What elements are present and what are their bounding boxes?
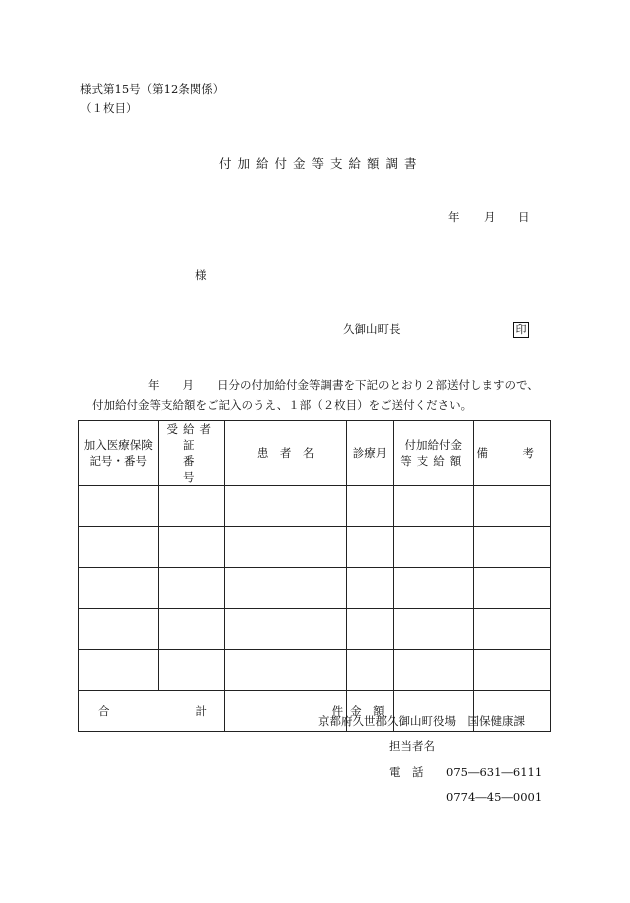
header-insurance-line2: 記号・番号 xyxy=(89,454,148,468)
cell-remarks[interactable] xyxy=(473,568,550,609)
total-label-right: 計 xyxy=(195,704,208,718)
cell-recipient[interactable] xyxy=(158,650,224,691)
header-benefit-line1: 付加給付金 xyxy=(404,438,463,452)
sender-name: 久御山町長 xyxy=(343,322,401,336)
header-recipient-line2: 番 号 xyxy=(183,454,233,484)
body-text-line1: 年 月 日分の付加給付金等調書を下記のとおり２部送付しますので、 xyxy=(148,378,539,392)
cell-recipient[interactable] xyxy=(158,527,224,568)
cell-patient[interactable] xyxy=(225,568,347,609)
cell-month[interactable] xyxy=(347,609,394,650)
cell-benefit[interactable] xyxy=(393,527,473,568)
total-label xyxy=(82,703,221,719)
table-row xyxy=(79,650,551,691)
document-title: 付加給付金等支給額調書 xyxy=(219,156,423,171)
cell-recipient[interactable] xyxy=(158,609,224,650)
phone-number-1: 075―631―6111 xyxy=(446,765,543,779)
cell-patient[interactable] xyxy=(225,527,347,568)
cell-month[interactable] xyxy=(347,527,394,568)
cell-insurance[interactable] xyxy=(79,486,159,527)
cell-patient[interactable] xyxy=(225,650,347,691)
body-text-line2: 付加給付金等支給額をご記入のうえ、１部（２枚目）をご送付ください。 xyxy=(92,398,473,412)
header-insurance-number xyxy=(79,421,159,486)
table-row xyxy=(79,568,551,609)
cell-insurance[interactable] xyxy=(79,527,159,568)
phone-label: 電 話 xyxy=(389,765,424,779)
header-month-line1: 診療月 xyxy=(352,446,388,460)
claims-table xyxy=(78,420,551,732)
form-number: 様式第15号（第12条関係） xyxy=(80,82,225,96)
header-patient-line1: 患 者 名 xyxy=(256,446,315,460)
count-unit: 件 xyxy=(331,704,344,718)
office-name: 京都府久世郡久御山町役場 国保健康課 xyxy=(318,714,525,728)
cell-remarks[interactable] xyxy=(473,650,550,691)
header-remarks-line1: 備 考 xyxy=(476,446,535,460)
cell-remarks[interactable] xyxy=(473,609,550,650)
table-row xyxy=(79,527,551,568)
cell-benefit[interactable] xyxy=(393,609,473,650)
phone-number-2: 0774―45―0001 xyxy=(446,790,543,804)
cell-insurance[interactable] xyxy=(79,568,159,609)
cell-recipient[interactable] xyxy=(158,568,224,609)
sheet-note: （１枚目） xyxy=(80,101,138,115)
cell-insurance[interactable] xyxy=(79,609,159,650)
table-row xyxy=(79,486,551,527)
header-recipient-line1: 受給者証 xyxy=(166,422,217,452)
header-recipient-number xyxy=(158,421,233,486)
person-in-charge-label: 担当者名 xyxy=(389,739,435,753)
amount-label: 金 額 xyxy=(350,704,385,718)
cell-insurance[interactable] xyxy=(79,650,159,691)
cell-benefit[interactable] xyxy=(393,486,473,527)
total-label-left: 合 xyxy=(98,704,110,718)
header-remarks xyxy=(473,421,550,486)
table-row xyxy=(79,609,551,650)
date-month: 月 xyxy=(484,210,496,224)
header-benefit-amount xyxy=(393,421,473,486)
cell-benefit[interactable] xyxy=(393,650,473,691)
cell-benefit[interactable] xyxy=(393,568,473,609)
cell-month[interactable] xyxy=(347,486,394,527)
cell-month[interactable] xyxy=(347,650,394,691)
date-year: 年 xyxy=(448,210,460,224)
cell-month[interactable] xyxy=(347,568,394,609)
addressee-suffix: 様 xyxy=(195,268,207,282)
cell-remarks[interactable] xyxy=(473,527,550,568)
header-insurance-line1: 加入医療保険 xyxy=(83,438,153,452)
header-benefit-line2: 等支給額 xyxy=(400,454,467,468)
header-patient-name xyxy=(225,421,347,486)
table-header-row xyxy=(79,421,551,486)
date-day: 日 xyxy=(518,210,530,224)
cell-patient[interactable] xyxy=(225,609,347,650)
cell-patient[interactable] xyxy=(225,486,347,527)
seal-mark: 印 xyxy=(513,322,529,338)
cell-remarks[interactable] xyxy=(473,486,550,527)
header-treatment-month xyxy=(347,421,394,486)
cell-recipient[interactable] xyxy=(158,486,224,527)
total-label-cell xyxy=(79,691,225,732)
